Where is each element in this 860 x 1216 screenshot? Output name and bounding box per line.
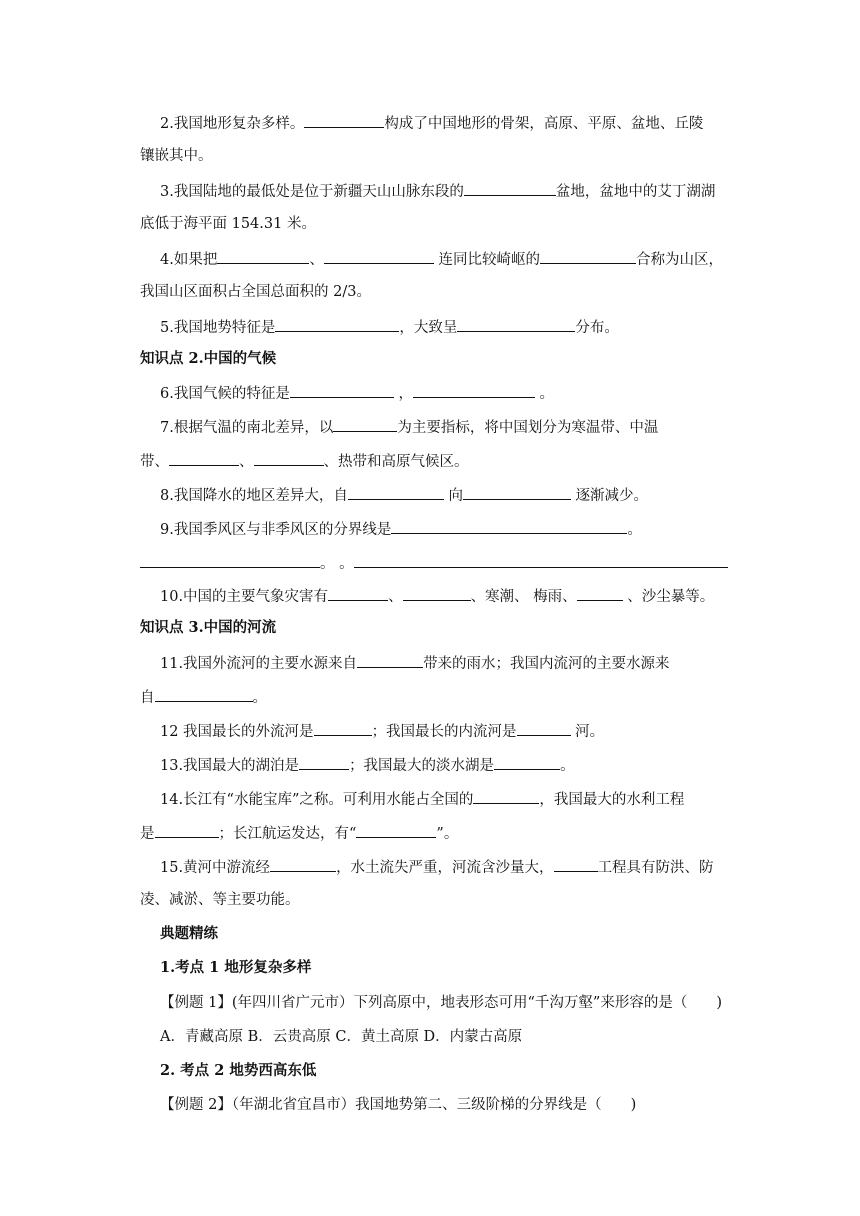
topic-1-heading: 1.考点 1 地形复杂多样 (160, 959, 312, 976)
question-15-line-1: 15.黄河中游流经 ，水土流失严重，河流含沙量大， 工程具有防洪、防 (0, 856, 860, 878)
question-6-line: 6.我国气候的特征是 ， 。 (0, 382, 860, 404)
answer-blank[interactable] (357, 652, 423, 668)
answer-blank[interactable] (314, 720, 372, 736)
answer-blank[interactable] (540, 248, 636, 264)
question-11-line-2: 自 。 (0, 686, 860, 708)
answer-blank[interactable] (333, 416, 397, 432)
section-heading-rivers: 知识点 3.中国的河流 (140, 619, 277, 636)
answer-blank[interactable] (169, 450, 239, 466)
question-12-line: 12 我国最长的外流河是 ；我国最长的内流河是 河。 (0, 720, 860, 742)
answer-blank[interactable] (254, 450, 324, 466)
answer-blank[interactable] (494, 754, 560, 770)
answer-blank[interactable] (457, 316, 575, 332)
answer-blank[interactable] (217, 248, 309, 264)
answer-blank[interactable] (275, 316, 399, 332)
question-7-line-1: 7.根据气温的南北差异，以 为主要指标，将中国划分为寒温带、中温 (0, 416, 860, 438)
question-11-line-1: 11.我国外流河的主要水源来自 带来的雨水；我国内流河的主要水源来 (0, 652, 860, 674)
answer-blank[interactable] (391, 518, 627, 534)
answer-blank[interactable] (140, 552, 320, 568)
answer-blank[interactable] (554, 856, 598, 872)
question-10-line: 10.中国的主要气象灾害有 、 、寒潮、 梅雨、 、沙尘暴等。 (0, 585, 860, 607)
question-13-line: 13.我国最大的湖泊是 ；我国最大的淡水湖是 。 (0, 754, 860, 776)
example-1-question: 【例题 1】(年四川省广元市）下列高原中，地表形态可用“千沟万壑”来形容的是（ ) (160, 995, 722, 1011)
section-heading-climate: 知识点 2.中国的气候 (140, 350, 277, 367)
answer-blank[interactable] (517, 720, 571, 736)
answer-blank[interactable] (354, 552, 728, 568)
answer-blank[interactable] (413, 382, 535, 398)
answer-blank[interactable] (473, 788, 539, 804)
question-3-line-2: 底低于海平面 154.31 米。 (140, 216, 316, 232)
question-4-line-2: 我国山区面积占全国总面积的 2/3。 (140, 284, 371, 300)
answer-blank[interactable] (577, 585, 623, 601)
answer-blank[interactable] (348, 484, 444, 500)
answer-blank[interactable] (304, 112, 384, 128)
section-heading-practice: 典题精练 (160, 925, 218, 942)
answer-blank[interactable] (155, 686, 253, 702)
question-4-line-1: 4.如果把 、 连同比较崎岖的 合称为山区， (0, 248, 860, 270)
answer-blank[interactable] (356, 822, 436, 838)
question-5-line: 5.我国地势特征是 ，大致呈 分布。 (0, 316, 860, 338)
answer-blank[interactable] (155, 822, 219, 838)
example-1-options: A．青藏高原 B．云贵高原 C．黄土高原 D．内蒙古高原 (160, 1029, 523, 1045)
answer-blank[interactable] (328, 585, 388, 601)
question-15-line-2: 凌、减淤、等主要功能。 (140, 892, 300, 908)
question-2-line-1: 2.我国地形复杂多样。 构成了中国地形的骨架，高原、平原、盆地、丘陵 (0, 112, 860, 134)
question-14-line-2: 是 ；长江航运发达，有“ ”。 (0, 822, 860, 844)
answer-blank[interactable] (403, 585, 471, 601)
answer-blank[interactable] (299, 754, 349, 770)
question-9-line: 9.我国季风区与非季风区的分界线是 。 (0, 518, 860, 540)
example-2-question: 【例题 2】（年湖北省宜昌市）我国地势第二、三级阶梯的分界线是（ ) (160, 1097, 637, 1113)
question-3-line-1: 3.我国陆地的最低处是位于新疆天山山脉东段的 盆地，盆地中的艾丁湖湖 (0, 180, 860, 202)
question-9-continuation: 。 。 (0, 552, 860, 574)
answer-blank[interactable] (464, 180, 556, 196)
question-2-line-2: 镶嵌其中。 (140, 148, 213, 164)
topic-2-heading: 2. 考点 2 地势西高东低 (160, 1062, 317, 1079)
answer-blank[interactable] (290, 382, 394, 398)
question-8-line: 8.我国降水的地区差异大，自 向 逐渐减少。 (0, 484, 860, 506)
question-14-line-1: 14.长江有“水能宝库”之称。可利用水能占全国的 ，我国最大的水利工程 (0, 788, 860, 810)
answer-blank[interactable] (270, 856, 336, 872)
answer-blank[interactable] (324, 248, 434, 264)
question-7-line-2: 带、 、 、热带和高原气候区。 (0, 450, 860, 472)
answer-blank[interactable] (463, 484, 571, 500)
